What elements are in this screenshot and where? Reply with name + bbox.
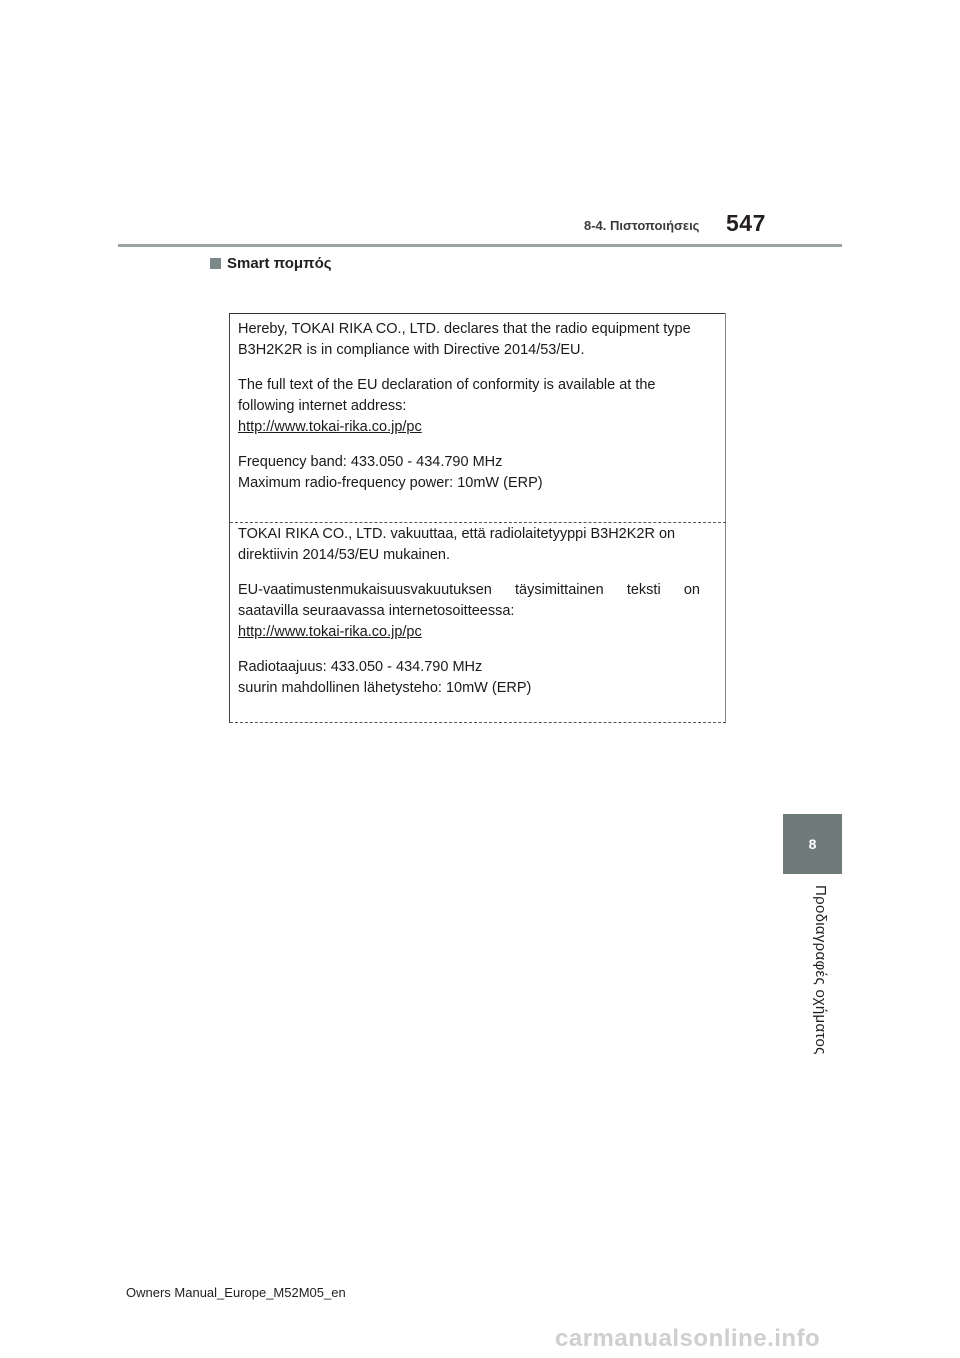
declaration-line: B3H2K2R is in compliance with Directive 2014/53/EU. (238, 342, 585, 358)
english-declaration (238, 319, 720, 494)
declaration-line-justified (238, 580, 700, 601)
declaration-document (228, 313, 728, 723)
declaration-line: saatavilla seuraavassa internetosoitteessa: (238, 603, 515, 619)
header-section-title: 8-4. Πιστοποιήσεις (584, 218, 700, 233)
declaration-line: TOKAI RIKA CO., LTD. vakuuttaa, että radiolaitetyyppi B3H2K2R on (238, 526, 676, 542)
declaration-line: Radiotaajuus: 433.050 - 434.790 MHz (238, 659, 483, 675)
chapter-tab-number: 8 (808, 836, 817, 852)
square-bullet-icon (210, 258, 221, 269)
section-heading (210, 255, 332, 272)
frame-bottom-line (230, 722, 726, 723)
frame-right-line (725, 313, 726, 723)
declaration-word: teksti (626, 582, 661, 598)
chapter-side-label: Προδιαγραφές οχήματος (812, 885, 829, 1055)
declaration-line: Maximum radio-frequency power: 10mW (ERP) (238, 475, 543, 491)
footer-manual-id: Owners Manual_Europe_M52M05_en (126, 1285, 346, 1300)
header-rule (118, 244, 842, 247)
frame-top-line (230, 313, 726, 314)
declaration-line: Frequency band: 433.050 - 434.790 MHz (238, 454, 503, 470)
declaration-word: EU-vaatimustenmukaisuusvakuutuksen (238, 582, 492, 598)
declaration-line: direktiivin 2014/53/EU mukainen. (238, 547, 450, 563)
declaration-word: täysimittainen (515, 582, 604, 598)
frame-divider-line (230, 522, 726, 523)
watermark: carmanualsonline.info (555, 1325, 821, 1352)
frame-left-line (229, 313, 230, 723)
declaration-line: suurin mahdollinen lähetysteho: 10mW (ERP) (238, 680, 532, 696)
chapter-tab[interactable] (783, 814, 842, 874)
section-heading-text: Smart πομπός (227, 255, 332, 272)
declaration-line: Hereby, TOKAI RIKA CO., LTD. declares that the radio equipment type (238, 321, 691, 337)
page-number: 547 (726, 210, 766, 236)
declaration-link[interactable]: http://www.tokai-rika.co.jp/pc (238, 419, 422, 435)
declaration-link[interactable]: http://www.tokai-rika.co.jp/pc (238, 624, 422, 640)
finnish-declaration (238, 524, 720, 699)
declaration-line: The full text of the EU declaration of conformity is available at the (238, 377, 656, 393)
declaration-word: on (683, 582, 700, 598)
declaration-line: following internet address: (238, 398, 407, 414)
